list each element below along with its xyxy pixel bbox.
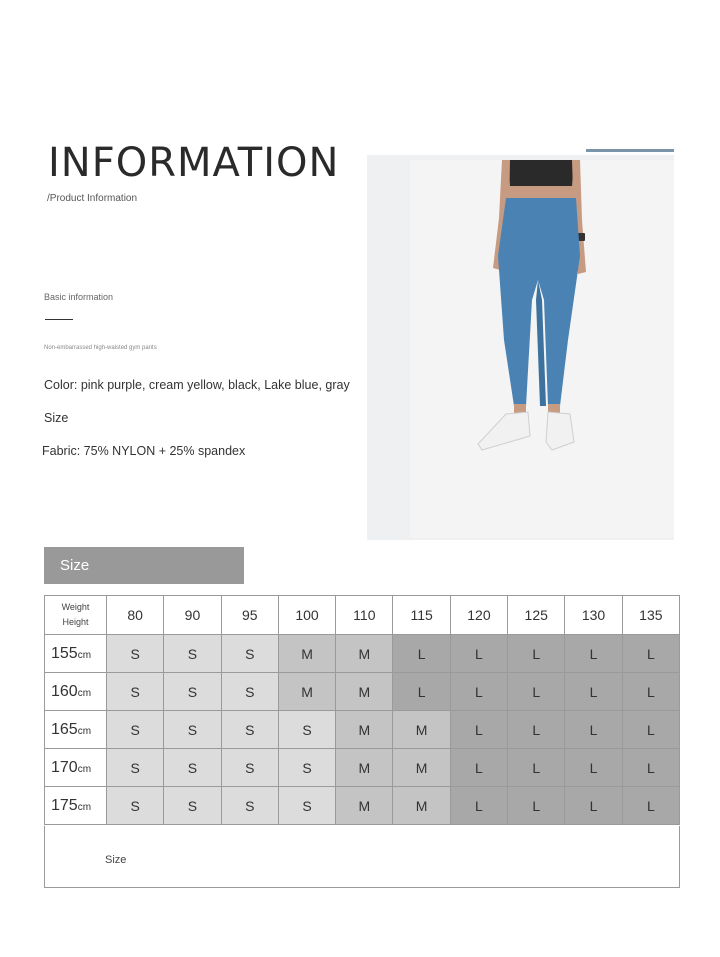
size-cell: S <box>107 749 164 787</box>
accent-bar <box>586 149 674 152</box>
size-cell: S <box>164 673 221 711</box>
height-value: 165 <box>51 720 78 738</box>
size-cell: S <box>164 635 221 673</box>
weight-header: 95 <box>221 596 278 635</box>
size-cell: L <box>565 787 622 825</box>
size-cell: L <box>508 711 565 749</box>
size-cell: L <box>622 673 679 711</box>
weight-header: 110 <box>336 596 393 635</box>
size-cell: S <box>221 635 278 673</box>
size-chart-header: Size <box>44 547 244 584</box>
weight-header: 80 <box>107 596 164 635</box>
size-cell: L <box>450 673 507 711</box>
size-cell: L <box>622 635 679 673</box>
size-cell: S <box>221 673 278 711</box>
page-subtitle: /Product Information <box>47 193 138 204</box>
table-row <box>45 749 680 787</box>
weight-header: 135 <box>622 596 679 635</box>
height-unit: cm <box>77 687 92 699</box>
height-unit: cm <box>77 725 92 737</box>
table-row <box>45 787 680 825</box>
size-cell: L <box>450 635 507 673</box>
divider <box>45 319 73 320</box>
size-cell: L <box>622 711 679 749</box>
size-cell: M <box>336 635 393 673</box>
fabric-info: Fabric: 75% NYLON + 25% spandex <box>42 444 246 458</box>
size-info: Size <box>44 411 69 425</box>
size-cell: L <box>622 749 679 787</box>
size-cell: L <box>450 711 507 749</box>
size-footer-box <box>44 826 680 888</box>
size-cell: M <box>336 673 393 711</box>
height-cell <box>45 635 107 673</box>
size-cell: S <box>107 711 164 749</box>
size-cell: M <box>278 635 335 673</box>
product-photo <box>410 160 674 538</box>
size-cell: S <box>107 787 164 825</box>
size-cell: L <box>508 787 565 825</box>
basic-info-label: Basic information <box>44 292 114 302</box>
size-cell: M <box>393 711 450 749</box>
size-cell: S <box>278 749 335 787</box>
table-row <box>45 635 680 673</box>
size-cell: M <box>393 787 450 825</box>
size-cell: M <box>393 749 450 787</box>
size-cell: L <box>565 635 622 673</box>
size-cell: S <box>221 787 278 825</box>
weight-header: 125 <box>508 596 565 635</box>
height-unit: cm <box>77 801 92 813</box>
size-cell: S <box>107 673 164 711</box>
size-cell: L <box>508 673 565 711</box>
size-cell: L <box>508 635 565 673</box>
weight-header: 115 <box>393 596 450 635</box>
size-cell: M <box>336 749 393 787</box>
height-cell <box>45 749 107 787</box>
height-value: 155 <box>51 644 78 662</box>
weight-header: 120 <box>450 596 507 635</box>
size-cell: L <box>565 749 622 787</box>
size-cell: S <box>164 787 221 825</box>
table-header-row <box>45 596 680 635</box>
size-cell: S <box>164 749 221 787</box>
weight-header: 130 <box>565 596 622 635</box>
size-cell: L <box>565 711 622 749</box>
size-cell: S <box>164 711 221 749</box>
height-value: 170 <box>51 758 78 776</box>
color-info: Color: pink purple, cream yellow, black, Lake blue, gray <box>44 378 350 392</box>
product-name: Non-embarrassed high-waisted gym pants <box>44 345 157 351</box>
height-value: 175 <box>51 796 78 814</box>
size-cell: M <box>336 711 393 749</box>
size-cell: L <box>450 787 507 825</box>
height-unit: cm <box>77 763 92 775</box>
page-title: INFORMATION <box>48 140 340 186</box>
size-cell: S <box>278 787 335 825</box>
size-cell: L <box>450 749 507 787</box>
height-cell <box>45 673 107 711</box>
size-cell: L <box>393 673 450 711</box>
size-cell: L <box>622 787 679 825</box>
height-label: Height <box>62 617 89 627</box>
weight-label: Weight <box>61 602 90 612</box>
size-cell: S <box>221 749 278 787</box>
size-chart-table <box>44 595 680 825</box>
size-cell: S <box>221 711 278 749</box>
corner-cell <box>45 596 107 635</box>
weight-header: 100 <box>278 596 335 635</box>
size-cell: S <box>278 711 335 749</box>
table-row <box>45 673 680 711</box>
size-cell: M <box>278 673 335 711</box>
height-cell <box>45 787 107 825</box>
size-cell: L <box>565 673 622 711</box>
table-row <box>45 711 680 749</box>
size-cell: L <box>393 635 450 673</box>
weight-header: 90 <box>164 596 221 635</box>
size-footer-label: Size <box>105 854 127 866</box>
size-cell: L <box>508 749 565 787</box>
size-cell: S <box>107 635 164 673</box>
height-unit: cm <box>77 649 92 661</box>
size-cell: M <box>336 787 393 825</box>
height-value: 160 <box>51 682 78 700</box>
height-cell <box>45 711 107 749</box>
